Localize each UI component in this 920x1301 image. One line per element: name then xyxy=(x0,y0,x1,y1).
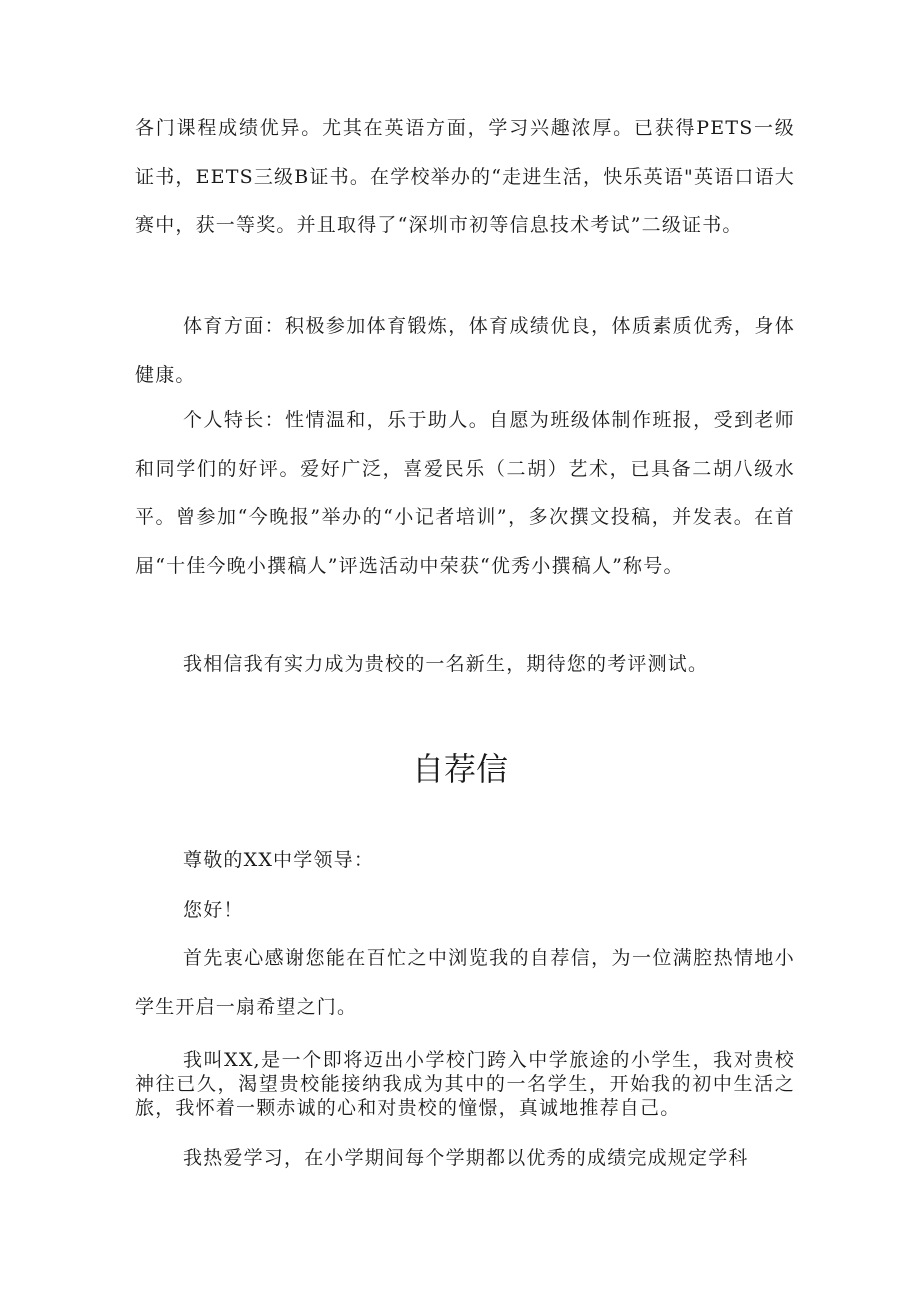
paragraph-talents: 个人特长：性情温和，乐于助人。自愿为班级体制作班报，受到老师和同学们的好评。爱好广泛，喜爱民乐（二胡）艺术，已具备二胡八级水平。曾参加“今晚报”举办的“小记者培训”，多次撰文投稿，并发表。在首届“十佳今晚小撰稿人”评选活动中荣获“优秀小撰稿人”称号。 xyxy=(135,409,795,577)
paragraph-study: 我热爱学习，在小学期间每个学期都以优秀的成绩完成规定学科 xyxy=(183,1147,749,1169)
paragraph-closing: 我相信我有实力成为贵校的一名新生，期待您的考评测试。 xyxy=(183,653,709,675)
letter-title: 自荐信 xyxy=(411,750,508,788)
letter-greeting: 您好！ xyxy=(183,899,244,921)
paragraph-academics: 各门课程成绩优异。尤其在英语方面，学习兴趣浓厚。已获得PETS一级证书，EETS三级B证书。在学校举办的“走进生活，快乐英语"英语口语大赛中，获一等奖。并且取得了“深圳市初等信息技术考试”二级证书。 xyxy=(135,117,795,236)
paragraph-intro: 我叫XX,是一个即将迈出小学校门跨入中学旅途的小学生，我对贵校神往已久，渴望贵校能接纳我成为其中的一名学生，开始我的初中生活之旅，我怀着一颗赤诚的心和对贵校的憧憬，真诚地推荐自己。 xyxy=(135,1049,795,1119)
letter-salutation: 尊敬的XX中学领导： xyxy=(183,849,375,871)
paragraph-thanks: 首先衷心感谢您能在百忙之中浏览我的自荐信，为一位满腔热情地小学生开启一扇希望之门。 xyxy=(135,947,795,1018)
paragraph-sports: 体育方面：积极参加体育锻炼，体育成绩优良，体质素质优秀，身体健康。 xyxy=(135,315,795,386)
